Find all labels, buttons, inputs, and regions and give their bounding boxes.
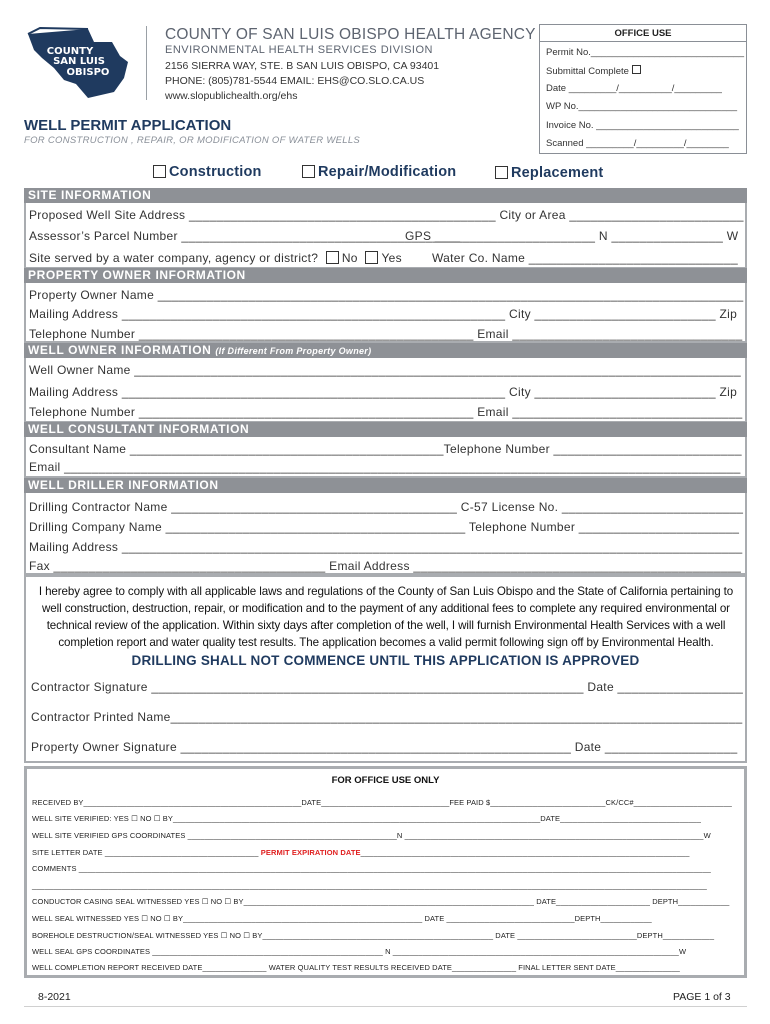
permit-no-field[interactable]: Permit No._____________________________ (546, 47, 745, 58)
site-verified-row[interactable]: WELL SITE VERIFIED: YES ☐ NO ☐ BY______________________________________________________________________________________DATE_________________________________ (32, 814, 702, 823)
water-company-yes-checkbox[interactable] (365, 251, 378, 264)
property-owner-header: PROPERTY OWNER INFORMATION (24, 268, 747, 283)
agreement-text: I hereby agree to comply with all applicable laws and regulations of the County of San Luis Obispo and the State of California pertaining to well construction, destruction, repair, or modification and to the payment of any additional fees to complete any required environmental or technical review of the application. Within sixty days after completion of the well, I will furnish Environmental Health Services with a well completion report and water quality test results. The application becomes a valid permit following sign off by Environmental Health. (38, 585, 734, 649)
repair-option[interactable] (302, 164, 456, 180)
construction-option[interactable] (153, 164, 262, 180)
header-divider (146, 26, 147, 100)
submittal-complete-checkbox[interactable] (632, 65, 641, 74)
replacement-option[interactable] (495, 165, 603, 181)
invoice-no-field[interactable]: Invoice No. ___________________________ (546, 120, 739, 131)
borehole-destruction-row[interactable]: BOREHOLE DESTRUCTION/SEAL WITNESSED YES ☐ NO ☐ BY______________________________________________________ DATE ____________________________DEPTH____________ (32, 931, 715, 940)
submittal-complete-label: Submittal Complete (546, 66, 629, 77)
consultant-header: WELL CONSULTANT INFORMATION (24, 422, 747, 437)
well-owner-name-field[interactable]: Well Owner Name _______________________________________________________________________________________ (29, 363, 741, 377)
completion-report-row[interactable]: WELL COMPLETION REPORT RECEIVED DATE_______________ WATER QUALITY TEST RESULTS RECEIVED DATE_______________ FINAL LETTER SENT DATE_______________ (32, 963, 680, 972)
repair-checkbox[interactable] (302, 165, 315, 178)
repair-label: Repair/Modification (318, 164, 457, 180)
driller-fax-email-field[interactable]: Fax _______________________________________ Email Address _______________________________________________ (29, 559, 742, 573)
contractor-signature-field[interactable]: Contractor Signature ______________________________________________________________ Date __________________ (31, 680, 744, 694)
proposed-site-address-field[interactable]: Proposed Well Site Address ____________________________________________ City or Area _________________________ (29, 208, 744, 222)
logo-text-obispo: OBISPO (66, 67, 110, 78)
parcel-number-field[interactable]: Assessor’s Parcel Number ________________________________________ (29, 229, 461, 243)
well-seal-witnessed-row[interactable]: WELL SEAL WITNESSED YES ☐ NO ☐ BY________________________________________________________ DATE ______________________________DEPTH____________ (32, 914, 652, 923)
construction-label: Construction (169, 164, 262, 180)
submittal-complete-row (546, 65, 644, 77)
water-company-question (29, 251, 402, 265)
driller-mailing-field[interactable]: Mailing Address _________________________________________________________________________________________ (29, 540, 743, 554)
well-owner-header-label: WELL OWNER INFORMATION (28, 343, 212, 357)
well-owner-mailing-field[interactable]: Mailing Address _______________________________________________________ City __________________________ Zip (29, 385, 738, 399)
well-owner-header (24, 343, 747, 358)
no-label: No (341, 251, 358, 265)
logo-text-san-luis: SAN LUIS (53, 56, 105, 67)
drilling-company-field[interactable]: Drilling Company Name ___________________________________________ Telephone Number _______________________ (29, 520, 740, 534)
property-owner-name-field[interactable]: Property Owner Name ____________________________________________________________________________________ (29, 288, 744, 302)
wp-no-field[interactable]: WP No.______________________________ (546, 101, 738, 112)
office-use-title: OFFICE USE (614, 28, 672, 39)
water-company-question-label: Site served by a water company, agency or district? (29, 251, 319, 265)
comments-row[interactable]: COMMENTS ____________________________________________________________________________________________________________________________________________________ (32, 864, 711, 873)
form-title: WELL PERMIT APPLICATION (24, 117, 232, 134)
water-company-no-checkbox[interactable] (326, 251, 339, 264)
consultant-name-phone-field[interactable]: Consultant Name _____________________________________________Telephone Number ___________________________ (29, 442, 742, 456)
water-company-name-field[interactable]: Water Co. Name ______________________________ (432, 251, 738, 265)
construction-checkbox[interactable] (153, 165, 166, 178)
property-owner-signature-field[interactable]: Property Owner Signature ________________________________________________________ Date ___________________ (31, 740, 738, 754)
agency-phone-email: PHONE: (805)781-5544 EMAIL: EHS@CO.SLO.CA.US (165, 75, 425, 87)
well-owner-telephone-email-field[interactable]: Telephone Number ________________________________________________ Email _________________________________ (29, 405, 743, 419)
office-use-only-title: FOR OFFICE USE ONLY (331, 775, 440, 786)
form-version: 8-2021 (38, 991, 71, 1003)
consultant-email-field[interactable]: Email _________________________________________________________________________________________________ (29, 460, 741, 474)
agency-title: COUNTY OF SAN LUIS OBISPO HEALTH AGENCY (165, 26, 536, 43)
gps-field[interactable]: GPS _______________________ N ________________ W (405, 229, 739, 243)
agency-website: www.slopublichealth.org/ehs (165, 90, 298, 102)
footer-divider (24, 1006, 747, 1007)
office-use-divider (540, 41, 746, 42)
agency-address: 2156 SIERRA WAY, STE. B SAN LUIS OBISPO, CA 93401 (165, 60, 440, 72)
logo-text-county: COUNTY (46, 46, 94, 57)
permit-expiration-label: PERMIT EXPIRATION DATE (260, 848, 361, 857)
received-by-row[interactable]: RECEIVED BY___________________________________________________DATE______________________________FEE PAID $___________________________CK/CC#_______________________ (32, 798, 732, 807)
page-number: PAGE 1 of 3 (673, 991, 731, 1003)
office-use-box (539, 24, 747, 154)
comments-continuation-row[interactable]: ______________________________________________________________________________________________________________________________________________________________ (32, 881, 707, 890)
division-name: ENVIRONMENTAL HEALTH SERVICES DIVISION (165, 44, 433, 56)
county-logo (24, 26, 132, 98)
office-use-only-box (24, 766, 747, 978)
well-owner-header-note: (If Different From Property Owner) (215, 346, 372, 356)
scanned-date-field[interactable]: Scanned _________/_________/________ (546, 138, 729, 149)
well-seal-gps-row[interactable]: WELL SEAL GPS COORDINATES ______________________________________________________ N ___________________________________________________________________W (32, 947, 687, 956)
site-letter-row[interactable] (32, 848, 690, 857)
yes-label: Yes (381, 251, 402, 265)
owner-telephone-email-field[interactable]: Telephone Number ________________________________________________ Email _________________________________ (29, 327, 743, 341)
contractor-printed-name-field[interactable]: Contractor Printed Name__________________________________________________________________________________ (31, 710, 743, 724)
office-date-field[interactable]: Date _________/__________/_________ (546, 83, 722, 94)
drilling-warning: DRILLING SHALL NOT COMMENCE UNTIL THIS APPLICATION IS APPROVED (131, 653, 640, 668)
owner-mailing-address-field[interactable]: Mailing Address _______________________________________________________ City __________________________ Zip (29, 307, 738, 321)
form-subtitle: FOR CONSTRUCTION , REPAIR, OR MODIFICATION OF WATER WELLS (24, 135, 361, 146)
permit-expiration-blank: _____________________________________________________________________________ (360, 848, 690, 857)
conductor-casing-row[interactable]: CONDUCTOR CASING SEAL WITNESSED YES ☐ NO ☐ BY____________________________________________________________________ DATE______________________ DEPTH____________ (32, 897, 730, 906)
replacement-checkbox[interactable] (495, 166, 508, 179)
site-gps-row[interactable]: WELL SITE VERIFIED GPS COORDINATES _________________________________________________N ______________________________________________________________________W (32, 831, 711, 840)
site-info-header: SITE INFORMATION (24, 188, 747, 203)
site-letter-date-label: SITE LETTER DATE ____________________________________ (32, 848, 259, 857)
replacement-label: Replacement (511, 165, 604, 181)
drilling-contractor-field[interactable]: Drilling Contractor Name _________________________________________ C-57 License No. __________________________ (29, 500, 744, 514)
driller-header: WELL DRILLER INFORMATION (24, 478, 747, 493)
